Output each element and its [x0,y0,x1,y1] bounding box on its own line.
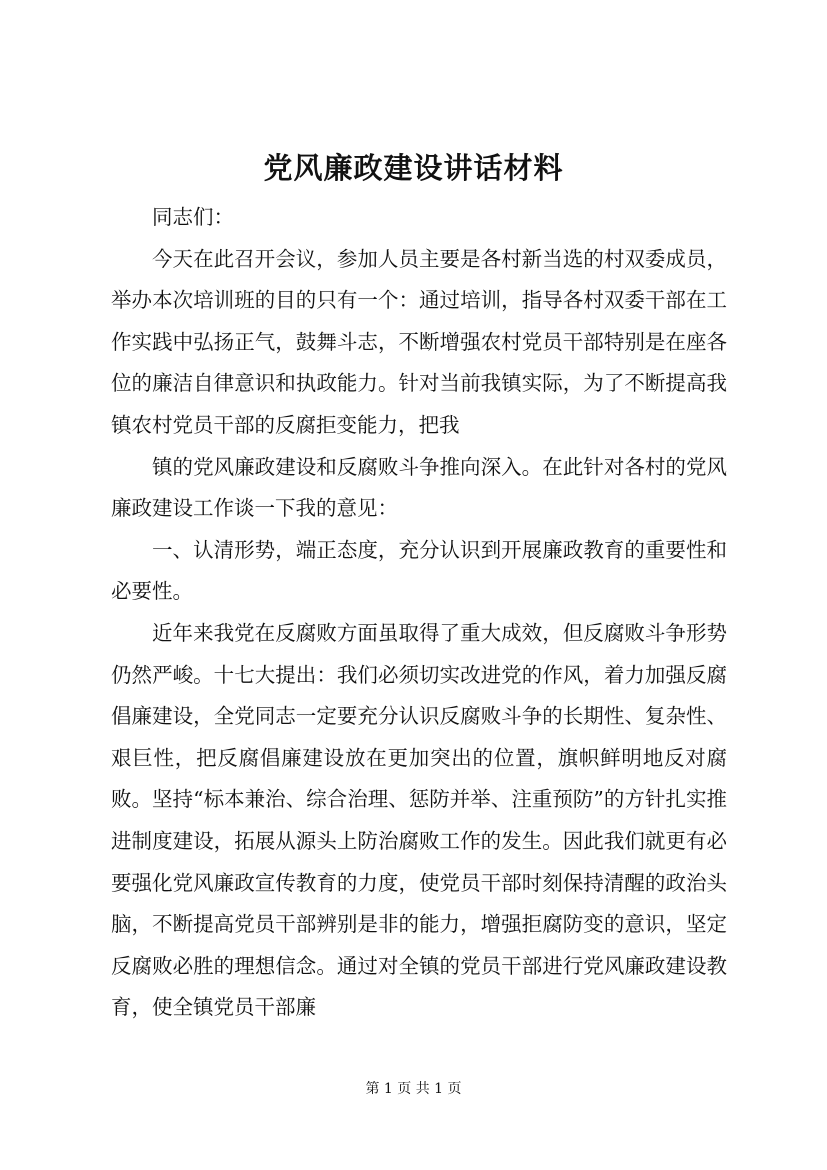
body-paragraph-3: 近年来我党在反腐败方面虽取得了重大成效，但反腐败斗争形势仍然严峻。十七大提出：我们必须切实改进党的作风，着力加强反腐倡廉建设，全党同志一定要充分认识反腐败斗争的长期性、复杂性、艰巨性，把反腐倡廉建设放在更加突出的位置，旗帜鲜明地反对腐败。坚持“标本兼治、综合治理、惩防并举、注重预防”的方针扎实推进制度建设，拓展从源头上防治腐败工作的发生。因此我们就更有必要强化党风廉政宣传教育的力度，使党员干部时刻保持清醒的政治头脑，不断提高党员干部辨别是非的能力，增强拒腐防变的意识，坚定反腐败必胜的理想信念。通过对全镇的党员干部进行党风廉政建设教育，使全镇党员干部廉 [111,620,727,1020]
page-footer: 第 1 页 共 1 页 [365,1081,462,1097]
document-body [111,197,727,1029]
body-paragraph-2: 镇的党风廉政建设和反腐败斗争推向深入。在此针对各村的党风廉政建设工作谈一下我的意见： [111,454,727,521]
document-title: 党风廉政建设讲话材料 [263,151,564,185]
salutation-paragraph: 同志们： [152,205,234,229]
body-paragraph-1: 今天在此召开会议，参加人员主要是各村新当选的村双委成员，举办本次培训班的目的只有一个：通过培训，指导各村双委干部在工作实践中弘扬正气，鼓舞斗志，不断增强农村党员干部特别是在座各位的廉洁自律意识和执政能力。针对当前我镇实际，为了不断提高我镇农村党员干部的反腐拒变能力，把我 [111,246,727,437]
section-heading-1: 一、认清形势，端正态度，充分认识到开展廉政教育的重要性和必要性。 [111,537,727,604]
